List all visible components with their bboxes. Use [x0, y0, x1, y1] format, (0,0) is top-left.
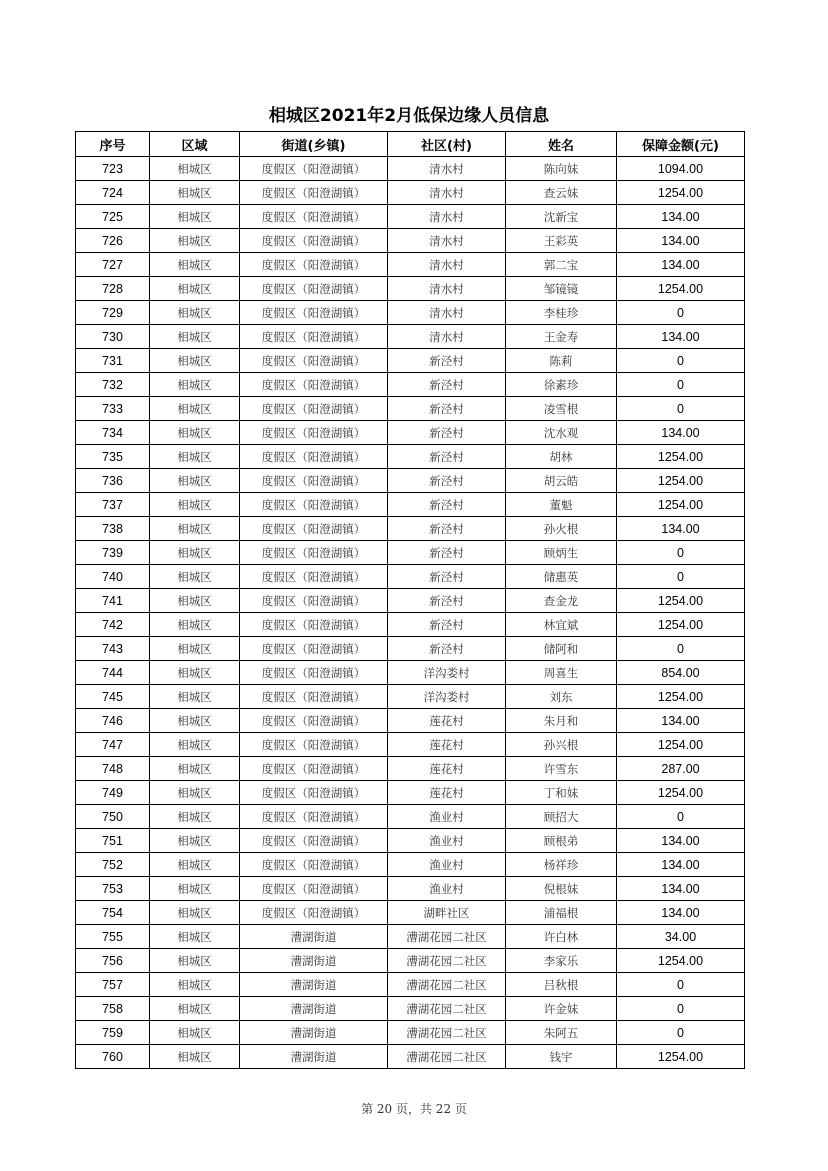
cell-index: 743 — [76, 637, 150, 661]
cell-district: 相城区 — [150, 181, 240, 205]
cell-district: 相城区 — [150, 205, 240, 229]
cell-district: 相城区 — [150, 277, 240, 301]
table-row — [76, 157, 745, 181]
cell-amount: 1254.00 — [617, 181, 745, 205]
cell-district: 相城区 — [150, 1021, 240, 1045]
cell-district: 相城区 — [150, 373, 240, 397]
cell-district: 相城区 — [150, 565, 240, 589]
table-row — [76, 445, 745, 469]
cell-index: 728 — [76, 277, 150, 301]
cell-name: 储惠英 — [506, 565, 617, 589]
cell-amount: 1254.00 — [617, 469, 745, 493]
table-row — [76, 781, 745, 805]
cell-district: 相城区 — [150, 997, 240, 1021]
cell-district: 相城区 — [150, 973, 240, 997]
cell-index: 723 — [76, 157, 150, 181]
cell-street: 漕湖街道 — [240, 925, 388, 949]
cell-street: 度假区（阳澄湖镇） — [240, 205, 388, 229]
cell-district: 相城区 — [150, 469, 240, 493]
cell-amount: 0 — [617, 397, 745, 421]
table-row — [76, 469, 745, 493]
cell-community: 莲花村 — [388, 757, 506, 781]
table-row — [76, 901, 745, 925]
cell-amount: 0 — [617, 805, 745, 829]
cell-community: 漕湖花园二社区 — [388, 973, 506, 997]
cell-district: 相城区 — [150, 397, 240, 421]
cell-amount: 34.00 — [617, 925, 745, 949]
header-district: 区域 — [150, 132, 240, 157]
cell-index: 740 — [76, 565, 150, 589]
cell-index: 737 — [76, 493, 150, 517]
cell-name: 凌雪根 — [506, 397, 617, 421]
cell-street: 度假区（阳澄湖镇） — [240, 757, 388, 781]
cell-name: 刘东 — [506, 685, 617, 709]
cell-index: 750 — [76, 805, 150, 829]
cell-street: 度假区（阳澄湖镇） — [240, 397, 388, 421]
cell-name: 沈水观 — [506, 421, 617, 445]
cell-amount: 134.00 — [617, 829, 745, 853]
cell-index: 746 — [76, 709, 150, 733]
cell-amount: 0 — [617, 637, 745, 661]
cell-name: 孙火根 — [506, 517, 617, 541]
cell-street: 度假区（阳澄湖镇） — [240, 901, 388, 925]
cell-amount: 1254.00 — [617, 949, 745, 973]
cell-community: 清水村 — [388, 205, 506, 229]
cell-name: 储阿和 — [506, 637, 617, 661]
cell-street: 漕湖街道 — [240, 1045, 388, 1069]
cell-street: 度假区（阳澄湖镇） — [240, 373, 388, 397]
cell-district: 相城区 — [150, 301, 240, 325]
cell-name: 胡云皓 — [506, 469, 617, 493]
table-row — [76, 301, 745, 325]
cell-index: 754 — [76, 901, 150, 925]
cell-index: 747 — [76, 733, 150, 757]
cell-index: 749 — [76, 781, 150, 805]
cell-index: 727 — [76, 253, 150, 277]
cell-index: 741 — [76, 589, 150, 613]
cell-community: 新泾村 — [388, 349, 506, 373]
cell-amount: 134.00 — [617, 421, 745, 445]
cell-name: 沈新宝 — [506, 205, 617, 229]
table-row — [76, 613, 745, 637]
cell-amount: 134.00 — [617, 517, 745, 541]
cell-index: 745 — [76, 685, 150, 709]
cell-community: 清水村 — [388, 253, 506, 277]
cell-community: 漕湖花园二社区 — [388, 997, 506, 1021]
cell-name: 顾根弟 — [506, 829, 617, 853]
cell-community: 清水村 — [388, 301, 506, 325]
cell-street: 度假区（阳澄湖镇） — [240, 541, 388, 565]
cell-index: 755 — [76, 925, 150, 949]
cell-community: 洋沟娄村 — [388, 661, 506, 685]
cell-street: 度假区（阳澄湖镇） — [240, 301, 388, 325]
cell-name: 顾炳生 — [506, 541, 617, 565]
cell-community: 新泾村 — [388, 637, 506, 661]
cell-community: 新泾村 — [388, 421, 506, 445]
cell-street: 度假区（阳澄湖镇） — [240, 277, 388, 301]
cell-community: 湖畔社区 — [388, 901, 506, 925]
header-index: 序号 — [76, 132, 150, 157]
cell-community: 莲花村 — [388, 781, 506, 805]
cell-district: 相城区 — [150, 709, 240, 733]
cell-index: 744 — [76, 661, 150, 685]
cell-community: 新泾村 — [388, 589, 506, 613]
cell-district: 相城区 — [150, 493, 240, 517]
cell-district: 相城区 — [150, 229, 240, 253]
data-table — [75, 131, 745, 1069]
cell-district: 相城区 — [150, 925, 240, 949]
table-row — [76, 421, 745, 445]
cell-community: 新泾村 — [388, 613, 506, 637]
table-row — [76, 373, 745, 397]
cell-community: 漕湖花园二社区 — [388, 1021, 506, 1045]
cell-street: 度假区（阳澄湖镇） — [240, 325, 388, 349]
cell-street: 度假区（阳澄湖镇） — [240, 709, 388, 733]
cell-district: 相城区 — [150, 757, 240, 781]
cell-street: 度假区（阳澄湖镇） — [240, 349, 388, 373]
table-row — [76, 181, 745, 205]
cell-name: 许金妹 — [506, 997, 617, 1021]
cell-index: 739 — [76, 541, 150, 565]
cell-street: 度假区（阳澄湖镇） — [240, 181, 388, 205]
cell-index: 751 — [76, 829, 150, 853]
cell-district: 相城区 — [150, 829, 240, 853]
cell-index: 730 — [76, 325, 150, 349]
cell-index: 757 — [76, 973, 150, 997]
cell-index: 753 — [76, 877, 150, 901]
cell-community: 清水村 — [388, 325, 506, 349]
cell-street: 度假区（阳澄湖镇） — [240, 829, 388, 853]
cell-community: 渔业村 — [388, 877, 506, 901]
cell-community: 新泾村 — [388, 517, 506, 541]
cell-name: 钱宇 — [506, 1045, 617, 1069]
cell-community: 新泾村 — [388, 373, 506, 397]
table-row — [76, 397, 745, 421]
cell-amount: 1254.00 — [617, 445, 745, 469]
cell-street: 度假区（阳澄湖镇） — [240, 253, 388, 277]
cell-amount: 1254.00 — [617, 781, 745, 805]
cell-community: 新泾村 — [388, 445, 506, 469]
cell-amount: 0 — [617, 997, 745, 1021]
cell-amount: 134.00 — [617, 229, 745, 253]
table-row — [76, 829, 745, 853]
cell-street: 度假区（阳澄湖镇） — [240, 613, 388, 637]
cell-name: 吕秋根 — [506, 973, 617, 997]
header-community: 社区(村) — [388, 132, 506, 157]
cell-district: 相城区 — [150, 1045, 240, 1069]
cell-community: 清水村 — [388, 277, 506, 301]
table-row — [76, 277, 745, 301]
cell-street: 度假区（阳澄湖镇） — [240, 421, 388, 445]
table-row — [76, 661, 745, 685]
cell-name: 邹镜镜 — [506, 277, 617, 301]
cell-amount: 0 — [617, 349, 745, 373]
cell-name: 李家乐 — [506, 949, 617, 973]
cell-name: 杨祥珍 — [506, 853, 617, 877]
cell-index: 734 — [76, 421, 150, 445]
cell-street: 度假区（阳澄湖镇） — [240, 565, 388, 589]
cell-index: 731 — [76, 349, 150, 373]
cell-name: 徐素珍 — [506, 373, 617, 397]
table-row — [76, 253, 745, 277]
cell-index: 752 — [76, 853, 150, 877]
cell-name: 王彩英 — [506, 229, 617, 253]
table-row — [76, 517, 745, 541]
cell-name: 林宜斌 — [506, 613, 617, 637]
cell-district: 相城区 — [150, 733, 240, 757]
cell-amount: 1254.00 — [617, 589, 745, 613]
cell-district: 相城区 — [150, 325, 240, 349]
cell-amount: 0 — [617, 565, 745, 589]
cell-community: 漕湖花园二社区 — [388, 949, 506, 973]
table-row — [76, 349, 745, 373]
cell-amount: 0 — [617, 541, 745, 565]
cell-street: 漕湖街道 — [240, 973, 388, 997]
cell-district: 相城区 — [150, 349, 240, 373]
cell-street: 度假区（阳澄湖镇） — [240, 877, 388, 901]
cell-community: 渔业村 — [388, 829, 506, 853]
cell-community: 漕湖花园二社区 — [388, 1045, 506, 1069]
cell-street: 度假区（阳澄湖镇） — [240, 853, 388, 877]
cell-street: 度假区（阳澄湖镇） — [240, 781, 388, 805]
cell-community: 莲花村 — [388, 709, 506, 733]
table-row — [76, 229, 745, 253]
cell-street: 度假区（阳澄湖镇） — [240, 685, 388, 709]
cell-amount: 1254.00 — [617, 493, 745, 517]
cell-district: 相城区 — [150, 613, 240, 637]
cell-street: 度假区（阳澄湖镇） — [240, 229, 388, 253]
header-street: 街道(乡镇) — [240, 132, 388, 157]
cell-street: 度假区（阳澄湖镇） — [240, 469, 388, 493]
cell-district: 相城区 — [150, 781, 240, 805]
cell-amount: 854.00 — [617, 661, 745, 685]
cell-index: 756 — [76, 949, 150, 973]
cell-street: 度假区（阳澄湖镇） — [240, 637, 388, 661]
cell-amount: 134.00 — [617, 253, 745, 277]
cell-amount: 134.00 — [617, 325, 745, 349]
table-row — [76, 925, 745, 949]
cell-name: 倪根妹 — [506, 877, 617, 901]
cell-name: 顾招大 — [506, 805, 617, 829]
cell-community: 渔业村 — [388, 805, 506, 829]
cell-street: 度假区（阳澄湖镇） — [240, 589, 388, 613]
cell-district: 相城区 — [150, 253, 240, 277]
cell-index: 738 — [76, 517, 150, 541]
cell-index: 725 — [76, 205, 150, 229]
cell-amount: 0 — [617, 973, 745, 997]
cell-name: 胡林 — [506, 445, 617, 469]
table-row — [76, 733, 745, 757]
table-row — [76, 997, 745, 1021]
page-footer: 第 20 页，共 22 页 — [361, 1102, 467, 1116]
cell-index: 732 — [76, 373, 150, 397]
cell-community: 新泾村 — [388, 493, 506, 517]
cell-amount: 1254.00 — [617, 1045, 745, 1069]
cell-community: 清水村 — [388, 229, 506, 253]
cell-amount: 134.00 — [617, 901, 745, 925]
cell-name: 王金寿 — [506, 325, 617, 349]
cell-district: 相城区 — [150, 445, 240, 469]
cell-index: 748 — [76, 757, 150, 781]
cell-name: 周喜生 — [506, 661, 617, 685]
cell-index: 726 — [76, 229, 150, 253]
header-amount: 保障金额(元) — [617, 132, 745, 157]
cell-community: 新泾村 — [388, 565, 506, 589]
cell-community: 漕湖花园二社区 — [388, 925, 506, 949]
cell-name: 许白林 — [506, 925, 617, 949]
cell-amount: 1094.00 — [617, 157, 745, 181]
cell-index: 759 — [76, 1021, 150, 1045]
header-name: 姓名 — [506, 132, 617, 157]
cell-name: 李桂珍 — [506, 301, 617, 325]
cell-district: 相城区 — [150, 517, 240, 541]
cell-community: 新泾村 — [388, 541, 506, 565]
cell-street: 度假区（阳澄湖镇） — [240, 733, 388, 757]
table-body — [76, 157, 745, 1069]
table-row — [76, 805, 745, 829]
table-row — [76, 541, 745, 565]
cell-street: 漕湖街道 — [240, 997, 388, 1021]
cell-amount: 287.00 — [617, 757, 745, 781]
table-row — [76, 1021, 745, 1045]
cell-amount: 134.00 — [617, 853, 745, 877]
cell-amount: 1254.00 — [617, 613, 745, 637]
cell-amount: 134.00 — [617, 709, 745, 733]
table-row — [76, 949, 745, 973]
cell-street: 度假区（阳澄湖镇） — [240, 157, 388, 181]
cell-name: 郭二宝 — [506, 253, 617, 277]
cell-community: 渔业村 — [388, 853, 506, 877]
cell-name: 朱月和 — [506, 709, 617, 733]
table-row — [76, 709, 745, 733]
cell-index: 729 — [76, 301, 150, 325]
cell-district: 相城区 — [150, 877, 240, 901]
table-row — [76, 973, 745, 997]
cell-name: 董魁 — [506, 493, 617, 517]
cell-name: 许雪东 — [506, 757, 617, 781]
cell-amount: 1254.00 — [617, 733, 745, 757]
table-row — [76, 757, 745, 781]
cell-street: 度假区（阳澄湖镇） — [240, 493, 388, 517]
table-row — [76, 493, 745, 517]
cell-street: 度假区（阳澄湖镇） — [240, 445, 388, 469]
cell-index: 736 — [76, 469, 150, 493]
table-row — [76, 853, 745, 877]
table-header-row — [76, 132, 745, 157]
table-row — [76, 685, 745, 709]
table-row — [76, 1045, 745, 1069]
cell-amount: 134.00 — [617, 205, 745, 229]
cell-index: 733 — [76, 397, 150, 421]
cell-district: 相城区 — [150, 901, 240, 925]
cell-district: 相城区 — [150, 805, 240, 829]
cell-name: 陈向妹 — [506, 157, 617, 181]
cell-street: 度假区（阳澄湖镇） — [240, 661, 388, 685]
cell-district: 相城区 — [150, 589, 240, 613]
cell-district: 相城区 — [150, 661, 240, 685]
cell-community: 新泾村 — [388, 469, 506, 493]
table-row — [76, 589, 745, 613]
cell-name: 孙兴根 — [506, 733, 617, 757]
cell-community: 莲花村 — [388, 733, 506, 757]
cell-name: 查云妹 — [506, 181, 617, 205]
cell-district: 相城区 — [150, 685, 240, 709]
cell-amount: 0 — [617, 301, 745, 325]
cell-community: 清水村 — [388, 181, 506, 205]
cell-name: 丁和妹 — [506, 781, 617, 805]
cell-community: 洋沟娄村 — [388, 685, 506, 709]
cell-amount: 1254.00 — [617, 685, 745, 709]
cell-name: 浦福根 — [506, 901, 617, 925]
cell-street: 度假区（阳澄湖镇） — [240, 517, 388, 541]
cell-street: 漕湖街道 — [240, 1021, 388, 1045]
table-row — [76, 877, 745, 901]
cell-district: 相城区 — [150, 637, 240, 661]
cell-district: 相城区 — [150, 421, 240, 445]
cell-amount: 1254.00 — [617, 277, 745, 301]
cell-index: 758 — [76, 997, 150, 1021]
cell-index: 735 — [76, 445, 150, 469]
document-title: 相城区2021年2月低保边缘人员信息 — [268, 106, 550, 126]
cell-community: 新泾村 — [388, 397, 506, 421]
cell-amount: 134.00 — [617, 877, 745, 901]
cell-district: 相城区 — [150, 157, 240, 181]
cell-index: 760 — [76, 1045, 150, 1069]
table-row — [76, 565, 745, 589]
cell-district: 相城区 — [150, 541, 240, 565]
cell-name: 朱阿五 — [506, 1021, 617, 1045]
cell-name: 陈莉 — [506, 349, 617, 373]
table-row — [76, 205, 745, 229]
table-row — [76, 325, 745, 349]
table-row — [76, 637, 745, 661]
cell-community: 清水村 — [388, 157, 506, 181]
cell-street: 度假区（阳澄湖镇） — [240, 805, 388, 829]
cell-index: 724 — [76, 181, 150, 205]
cell-name: 查金龙 — [506, 589, 617, 613]
cell-index: 742 — [76, 613, 150, 637]
cell-district: 相城区 — [150, 949, 240, 973]
cell-street: 漕湖街道 — [240, 949, 388, 973]
cell-district: 相城区 — [150, 853, 240, 877]
cell-amount: 0 — [617, 373, 745, 397]
cell-amount: 0 — [617, 1021, 745, 1045]
